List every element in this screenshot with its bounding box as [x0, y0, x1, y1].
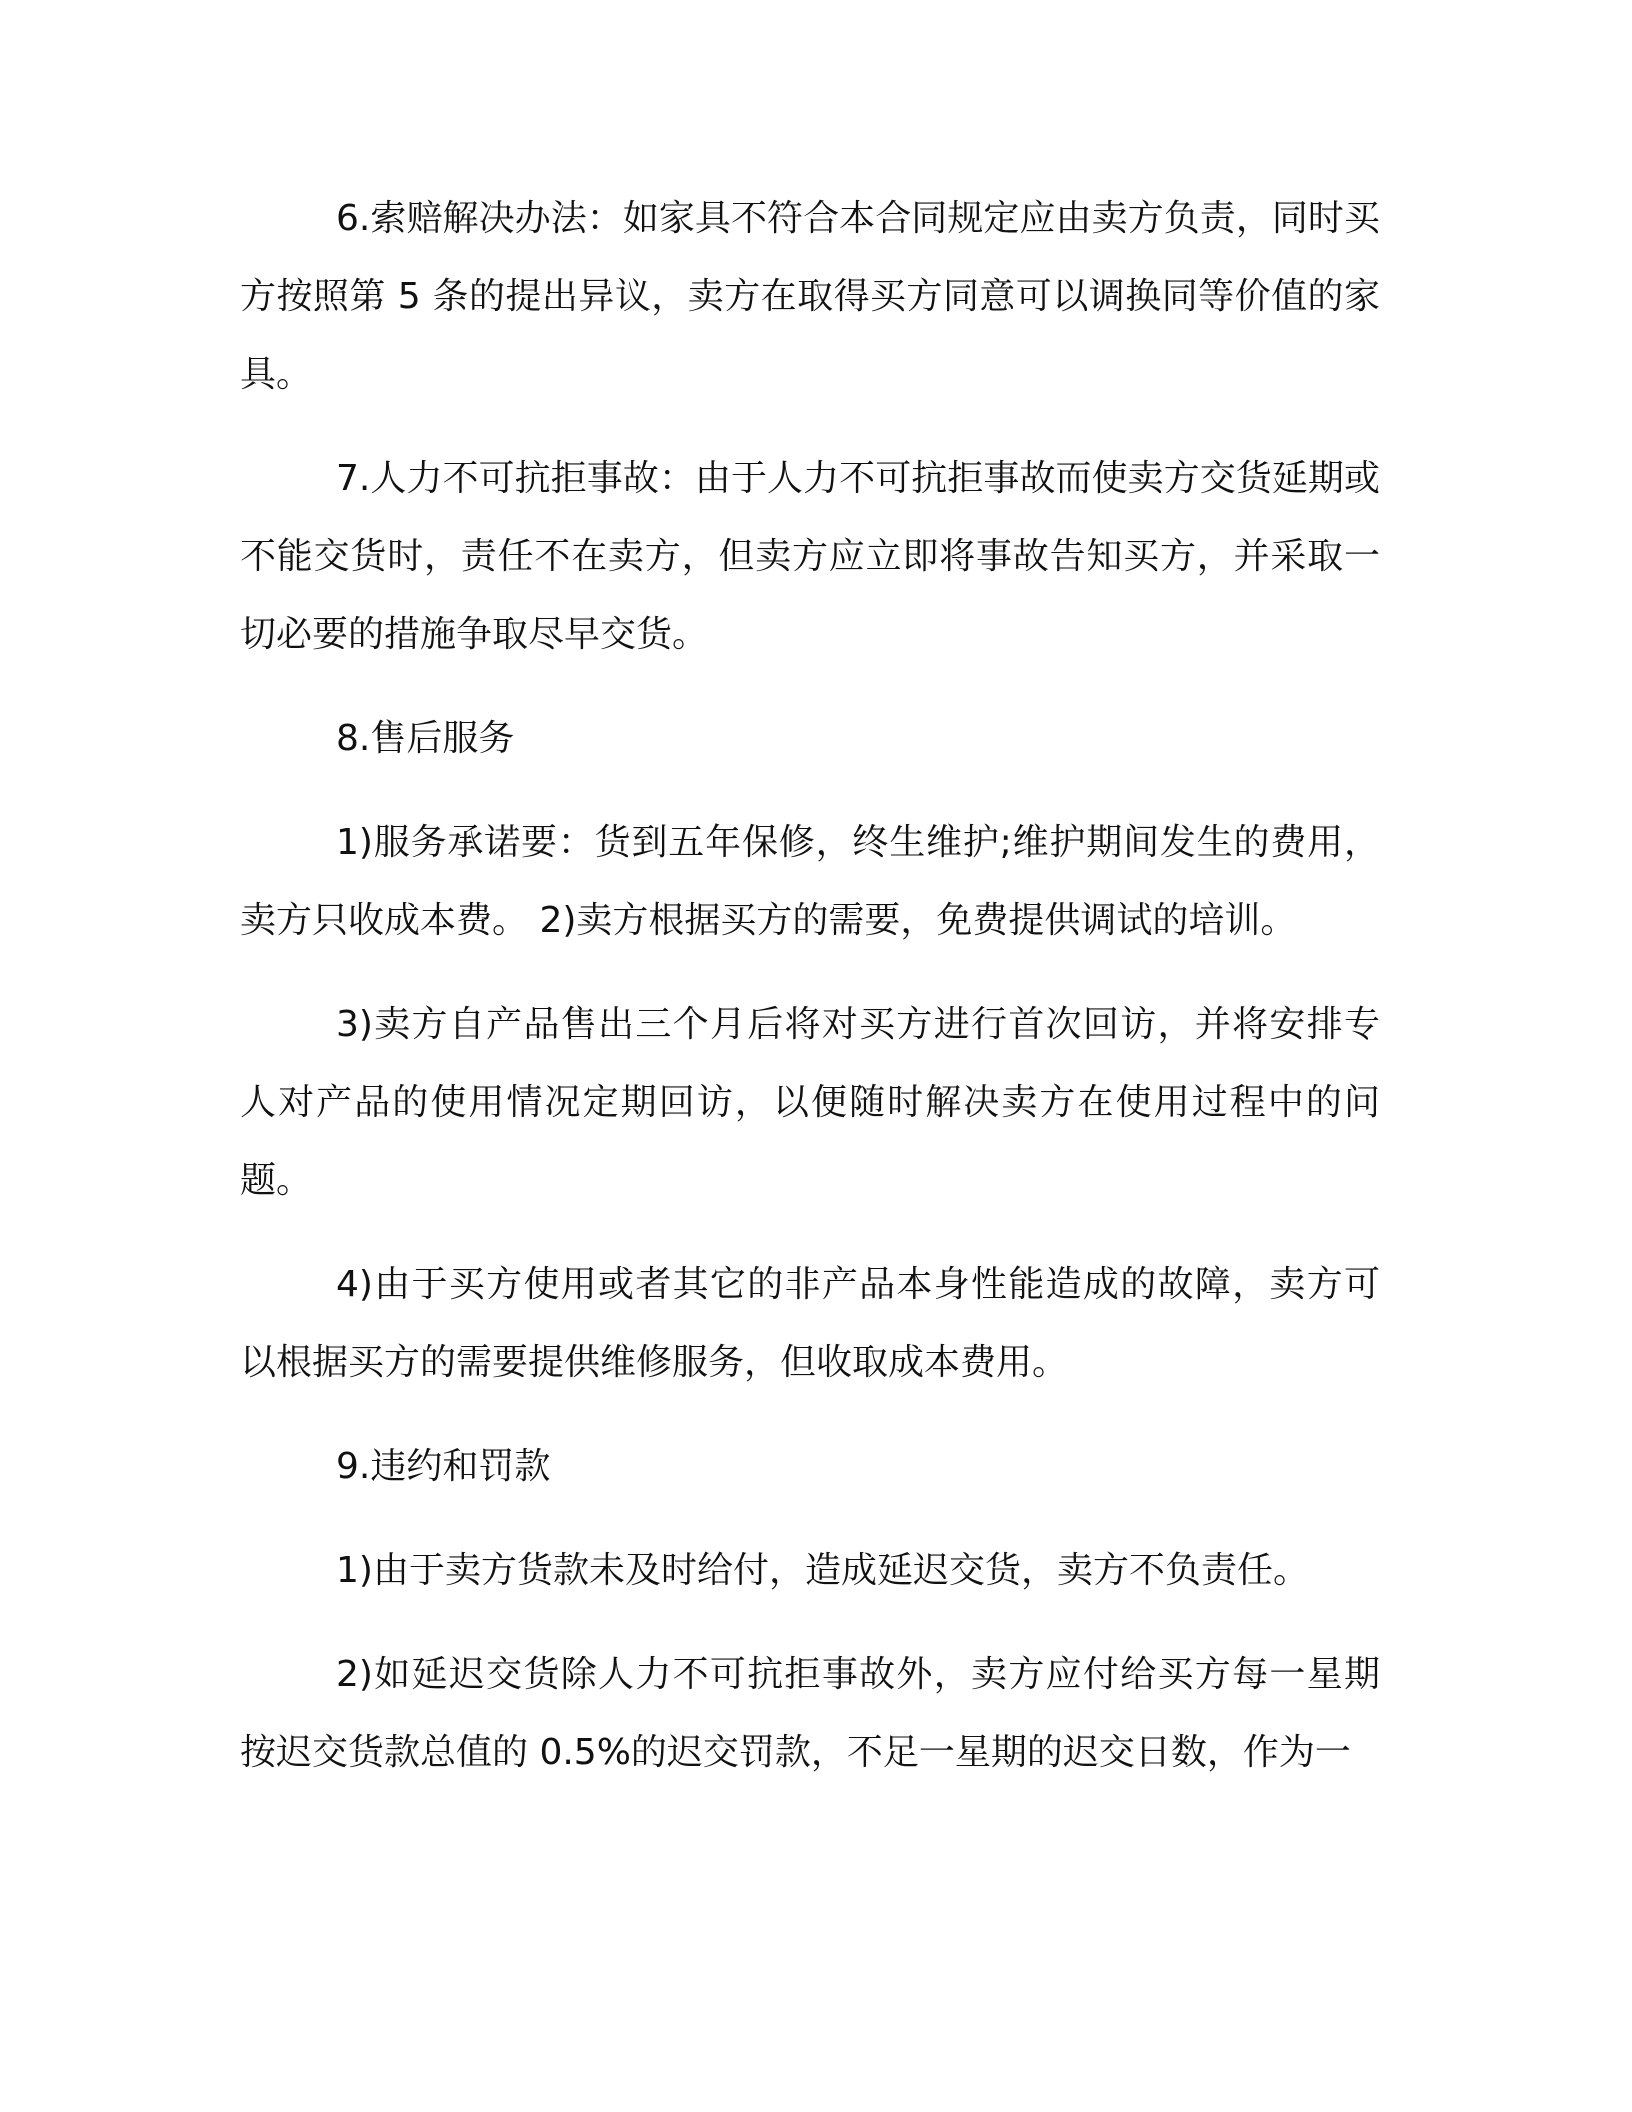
clause-9-item-1: 1)由于卖方货款未及时给付，造成延迟交货，卖方不负责任。	[336, 1550, 1309, 1591]
clause-9-heading: 9.违约和罚款	[336, 1446, 551, 1487]
clause-8-item-1-2: 1)服务承诺要：货到五年保修，终生维护;维护期间发生的费用，卖方只收成本费。 2)卖方根据买方的需要，免费提供调试的培训。	[240, 822, 1380, 941]
clause-6-claims: 6.索赔解决办法：如家具不符合本合同规定应由卖方负责，同时买方按照第 5 条的提出异议，卖方在取得买方同意可以调换同等价值的家具。	[240, 198, 1380, 395]
clause-9-item-2: 2)如延迟交货除人力不可抗拒事故外，卖方应付给买方每一星期按迟交货款总值的 0.5%的迟交罚款，不足一星期的迟交日数，作为一	[240, 1654, 1380, 1773]
document-body	[240, 180, 1380, 1818]
clause-7-force-majeure: 7.人力不可抗拒事故：由于人力不可抗拒事故而使卖方交货延期或不能交货时，责任不在卖方，但卖方应立即将事故告知买方，并采取一切必要的措施争取尽早交货。	[240, 458, 1380, 655]
clause-8-heading: 8.售后服务	[336, 718, 515, 759]
clause-8-item-4: 4)由于买方使用或者其它的非产品本身性能造成的故障，卖方可以根据买方的需要提供维修服务，但收取成本费用。	[240, 1264, 1380, 1383]
clause-8-item-3: 3)卖方自产品售出三个月后将对买方进行首次回访，并将安排专人对产品的使用情况定期回访，以便随时解决卖方在使用过程中的问题。	[240, 1004, 1380, 1201]
